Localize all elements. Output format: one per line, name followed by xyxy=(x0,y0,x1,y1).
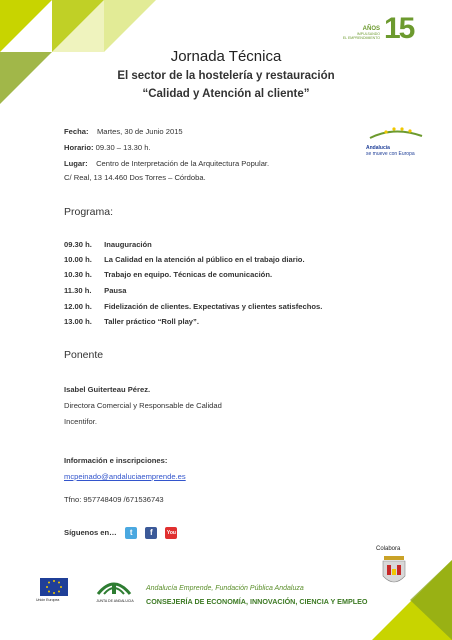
contact-phone: Tfno: 957748409 /671536743 xyxy=(64,495,164,504)
junta-text: JUNTA DE ANDALUCIA xyxy=(96,599,134,603)
junta-andalucia-logo xyxy=(94,572,134,598)
dos-torres-shield-icon xyxy=(381,556,407,588)
europa-stars-icon xyxy=(366,124,426,140)
lugar-row xyxy=(64,159,269,168)
contact-heading: Información e inscripciones: xyxy=(64,456,168,465)
programa-time: 13.00 h. xyxy=(64,317,92,326)
colabora-label: Colabora xyxy=(376,546,401,552)
youtube-icon[interactable]: You xyxy=(165,527,177,539)
fecha-label: Fecha: xyxy=(64,127,89,136)
horario-label: Horario: xyxy=(64,143,94,152)
programa-item xyxy=(64,270,272,279)
programa-item xyxy=(64,317,199,326)
programa-heading: Programa: xyxy=(64,206,114,218)
follow-label: Síguenos en… xyxy=(64,528,117,537)
eu-flag-icon xyxy=(40,578,68,596)
horario-row xyxy=(64,143,151,152)
horario-value: 09.30 – 13.30 h. xyxy=(95,143,151,152)
page-title: Jornada Técnica xyxy=(170,48,282,65)
logo-years-number: 15 xyxy=(384,12,414,45)
logo-years-sub1: IMPULSANDO xyxy=(356,32,380,36)
badge-line1: Andalucía xyxy=(366,145,390,151)
programa-item xyxy=(64,240,152,249)
lugar-value: Centro de Interpretación de la Arquitectura Popular. xyxy=(96,159,270,168)
twitter-icon[interactable]: t xyxy=(125,527,137,539)
fifteen-years-logo xyxy=(340,12,424,48)
programa-time: 09.30 h. xyxy=(64,240,92,249)
programa-text: Fidelización de clientes. Expectativas y clientes satisfechos. xyxy=(104,302,323,311)
ponente-name: Isabel Guiterteau Pérez. xyxy=(64,385,151,394)
triangle-top-left-2 xyxy=(52,0,104,52)
programa-text: Taller práctico “Roll play”. xyxy=(104,317,199,326)
triangle-bottom-right-2 xyxy=(410,560,452,640)
junta-emblem-icon xyxy=(94,572,134,598)
fecha-row xyxy=(64,127,183,136)
contact-email-link[interactable]: mcpeinado@andaluciaemprende.es xyxy=(64,472,186,481)
triangle-top-left-1 xyxy=(0,0,52,52)
programa-text: La Calidad en la atención al público en el trabajo diario. xyxy=(104,255,305,264)
andalucia-europa-badge xyxy=(366,124,426,157)
subtitle-sector: El sector de la hostelería y restauración xyxy=(117,70,335,82)
subtitle-topic: “Calidad y Atención al cliente” xyxy=(142,88,310,100)
fecha-value: Martes, 30 de Junio 2015 xyxy=(96,127,183,136)
triangle-top-left-5 xyxy=(52,0,104,52)
facebook-icon[interactable]: f xyxy=(145,527,157,539)
ponente-role: Directora Comercial y Responsable de Calidad xyxy=(64,401,222,410)
ponente-heading: Ponente xyxy=(64,349,104,361)
triangle-top-left-4 xyxy=(104,0,156,52)
lugar-label: Lugar: xyxy=(64,159,88,168)
footer-andalucia-emprende: Andalucía Emprende, Fundación Pública Andaluza xyxy=(146,585,304,592)
programa-text: Trabajo en equipo. Técnicas de comunicación. xyxy=(104,270,273,279)
programa-text: Pausa xyxy=(104,286,127,295)
follow-row xyxy=(64,527,183,539)
badge-line2: se mueve con Europa xyxy=(366,151,415,157)
programa-item xyxy=(64,302,322,311)
lugar-address: C/ Real, 13 14.460 Dos Torres – Córdoba. xyxy=(64,173,206,182)
programa-text: Inauguración xyxy=(104,240,152,249)
eu-stars-icon xyxy=(40,578,68,596)
programa-time: 11.30 h. xyxy=(64,286,92,295)
programa-time: 12.00 h. xyxy=(64,302,92,311)
programa-time: 10.30 h. xyxy=(64,270,92,279)
programa-time: 10.00 h. xyxy=(64,255,92,264)
logo-years-word: AÑOS xyxy=(362,26,380,32)
coat-of-arms-icon xyxy=(381,556,407,588)
footer-consejeria: CONSEJERÍA DE ECONOMÍA, INNOVACIÓN, CIENCIA Y EMPLEO xyxy=(146,597,368,606)
programa-item xyxy=(64,255,305,264)
ponente-company: Incentifor. xyxy=(64,417,97,426)
eu-text: Unión Europea xyxy=(36,598,60,602)
logo-years-sub2: EL EMPRENDIMIENTO xyxy=(342,36,380,40)
programa-item xyxy=(64,286,127,295)
